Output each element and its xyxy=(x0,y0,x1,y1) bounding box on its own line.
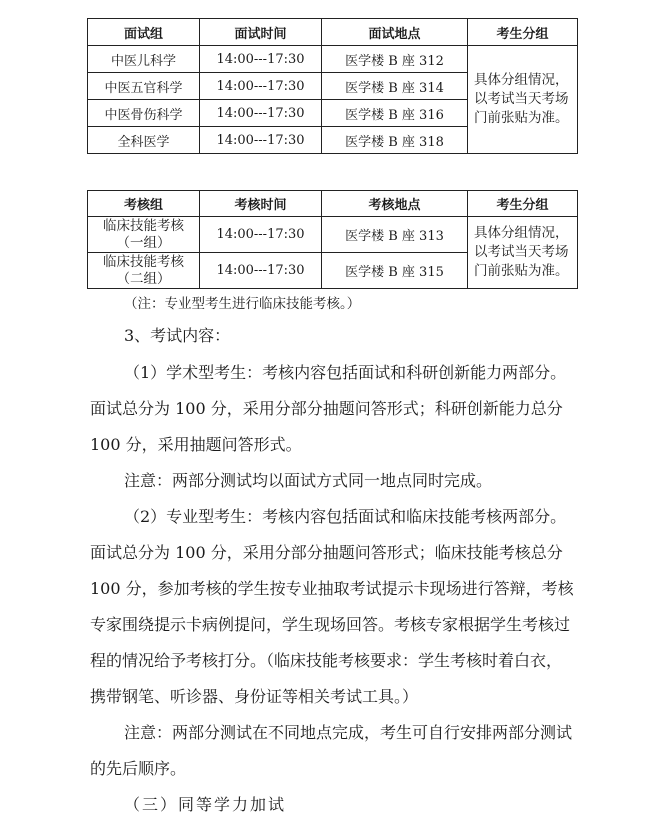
table-row xyxy=(88,46,578,73)
group-line: 临床技能考核 xyxy=(103,217,184,234)
group-cell: 中医骨伤科学 xyxy=(88,100,200,127)
paragraph-line: 程的情况给予考核打分。（临床技能考核要求：学生考核时着白衣， xyxy=(90,651,563,670)
header-cell: 面试时间 xyxy=(200,19,322,46)
group-cell: 中医五官科学 xyxy=(88,73,200,100)
time-cell: 14:00---17:30 xyxy=(200,100,322,127)
assessment-table xyxy=(87,190,578,289)
paragraph-line: （2）专业型考生：考核内容包括面试和临床技能考核两部分。 xyxy=(124,507,567,526)
place-cell: 医学楼 B 座 313 xyxy=(322,217,468,253)
paragraph-line: 携带钢笔、听诊器、身份证等相关考试工具。） xyxy=(90,687,419,706)
place-cell: 医学楼 B 座 314 xyxy=(322,73,468,100)
table-row xyxy=(88,217,578,253)
paragraph-line: （1）学术型考生：考核内容包括面试和科研创新能力两部分。 xyxy=(124,363,567,382)
table-note: （注：专业型考生进行临床技能考核。） xyxy=(124,296,361,312)
time-cell: 14:00---17:30 xyxy=(200,217,322,253)
header-cell: 考生分组 xyxy=(468,19,578,46)
paragraph-line: 面试总分为 100 分，采用分部分抽题问答形式；临床技能考核总分 xyxy=(90,543,563,562)
time-cell: 14:00---17:30 xyxy=(200,127,322,154)
grouping-line: 具体分组情况， xyxy=(474,225,569,241)
place-cell: 医学楼 B 座 315 xyxy=(322,253,468,289)
section-heading: 3、考试内容： xyxy=(124,326,231,345)
time-cell: 14:00---17:30 xyxy=(200,253,322,289)
group-line: （一组） xyxy=(116,234,171,251)
place-cell: 医学楼 B 座 312 xyxy=(322,46,468,73)
paragraph-line: 的先后顺序。 xyxy=(90,759,187,778)
paragraph-line: 100 分，采用抽题问答形式。 xyxy=(90,435,302,454)
grouping-line: 以考试当天考场 xyxy=(474,91,569,107)
header-cell: 考生分组 xyxy=(468,191,578,217)
place-cell: 医学楼 B 座 316 xyxy=(322,100,468,127)
note-line: 注意：两部分测试均以面试方式同一地点同时完成。 xyxy=(124,471,493,490)
grouping-line: 以考试当天考场 xyxy=(474,244,569,260)
section-heading: （三）同等学力加试 xyxy=(124,795,287,814)
note-line: 注意：两部分测试在不同地点完成，考生可自行安排两部分测试 xyxy=(124,723,573,742)
group-line: （二组） xyxy=(116,270,171,287)
time-cell: 14:00---17:30 xyxy=(200,46,322,73)
group-cell: 中医儿科学 xyxy=(88,46,200,73)
group-line: 临床技能考核 xyxy=(103,253,184,270)
header-cell: 考核时间 xyxy=(200,191,322,217)
grouping-line: 具体分组情况， xyxy=(474,72,569,88)
interview-table xyxy=(87,18,578,154)
group-cell: 全科医学 xyxy=(88,127,200,154)
grouping-cell xyxy=(468,46,578,154)
header-cell: 考核组 xyxy=(88,191,200,217)
paragraph-line: 面试总分为 100 分，采用分部分抽题问答形式；科研创新能力总分 xyxy=(90,399,563,418)
place-cell: 医学楼 B 座 318 xyxy=(322,127,468,154)
group-cell xyxy=(88,253,200,289)
paragraph-line: 专家围绕提示卡病例提问，学生现场回答。考核专家根据学生考核过 xyxy=(90,615,571,634)
header-cell: 面试地点 xyxy=(322,19,468,46)
grouping-cell xyxy=(468,217,578,289)
paragraph-line: 100 分，参加考核的学生按专业抽取考试提示卡现场进行答辩，考核 xyxy=(90,579,574,598)
table-header-row xyxy=(88,191,578,217)
table-header-row xyxy=(88,19,578,46)
grouping-line: 门前张贴为准。 xyxy=(474,110,569,126)
time-cell: 14:00---17:30 xyxy=(200,73,322,100)
header-cell: 考核地点 xyxy=(322,191,468,217)
grouping-line: 门前张贴为准。 xyxy=(474,263,569,279)
group-cell xyxy=(88,217,200,253)
header-cell: 面试组 xyxy=(88,19,200,46)
